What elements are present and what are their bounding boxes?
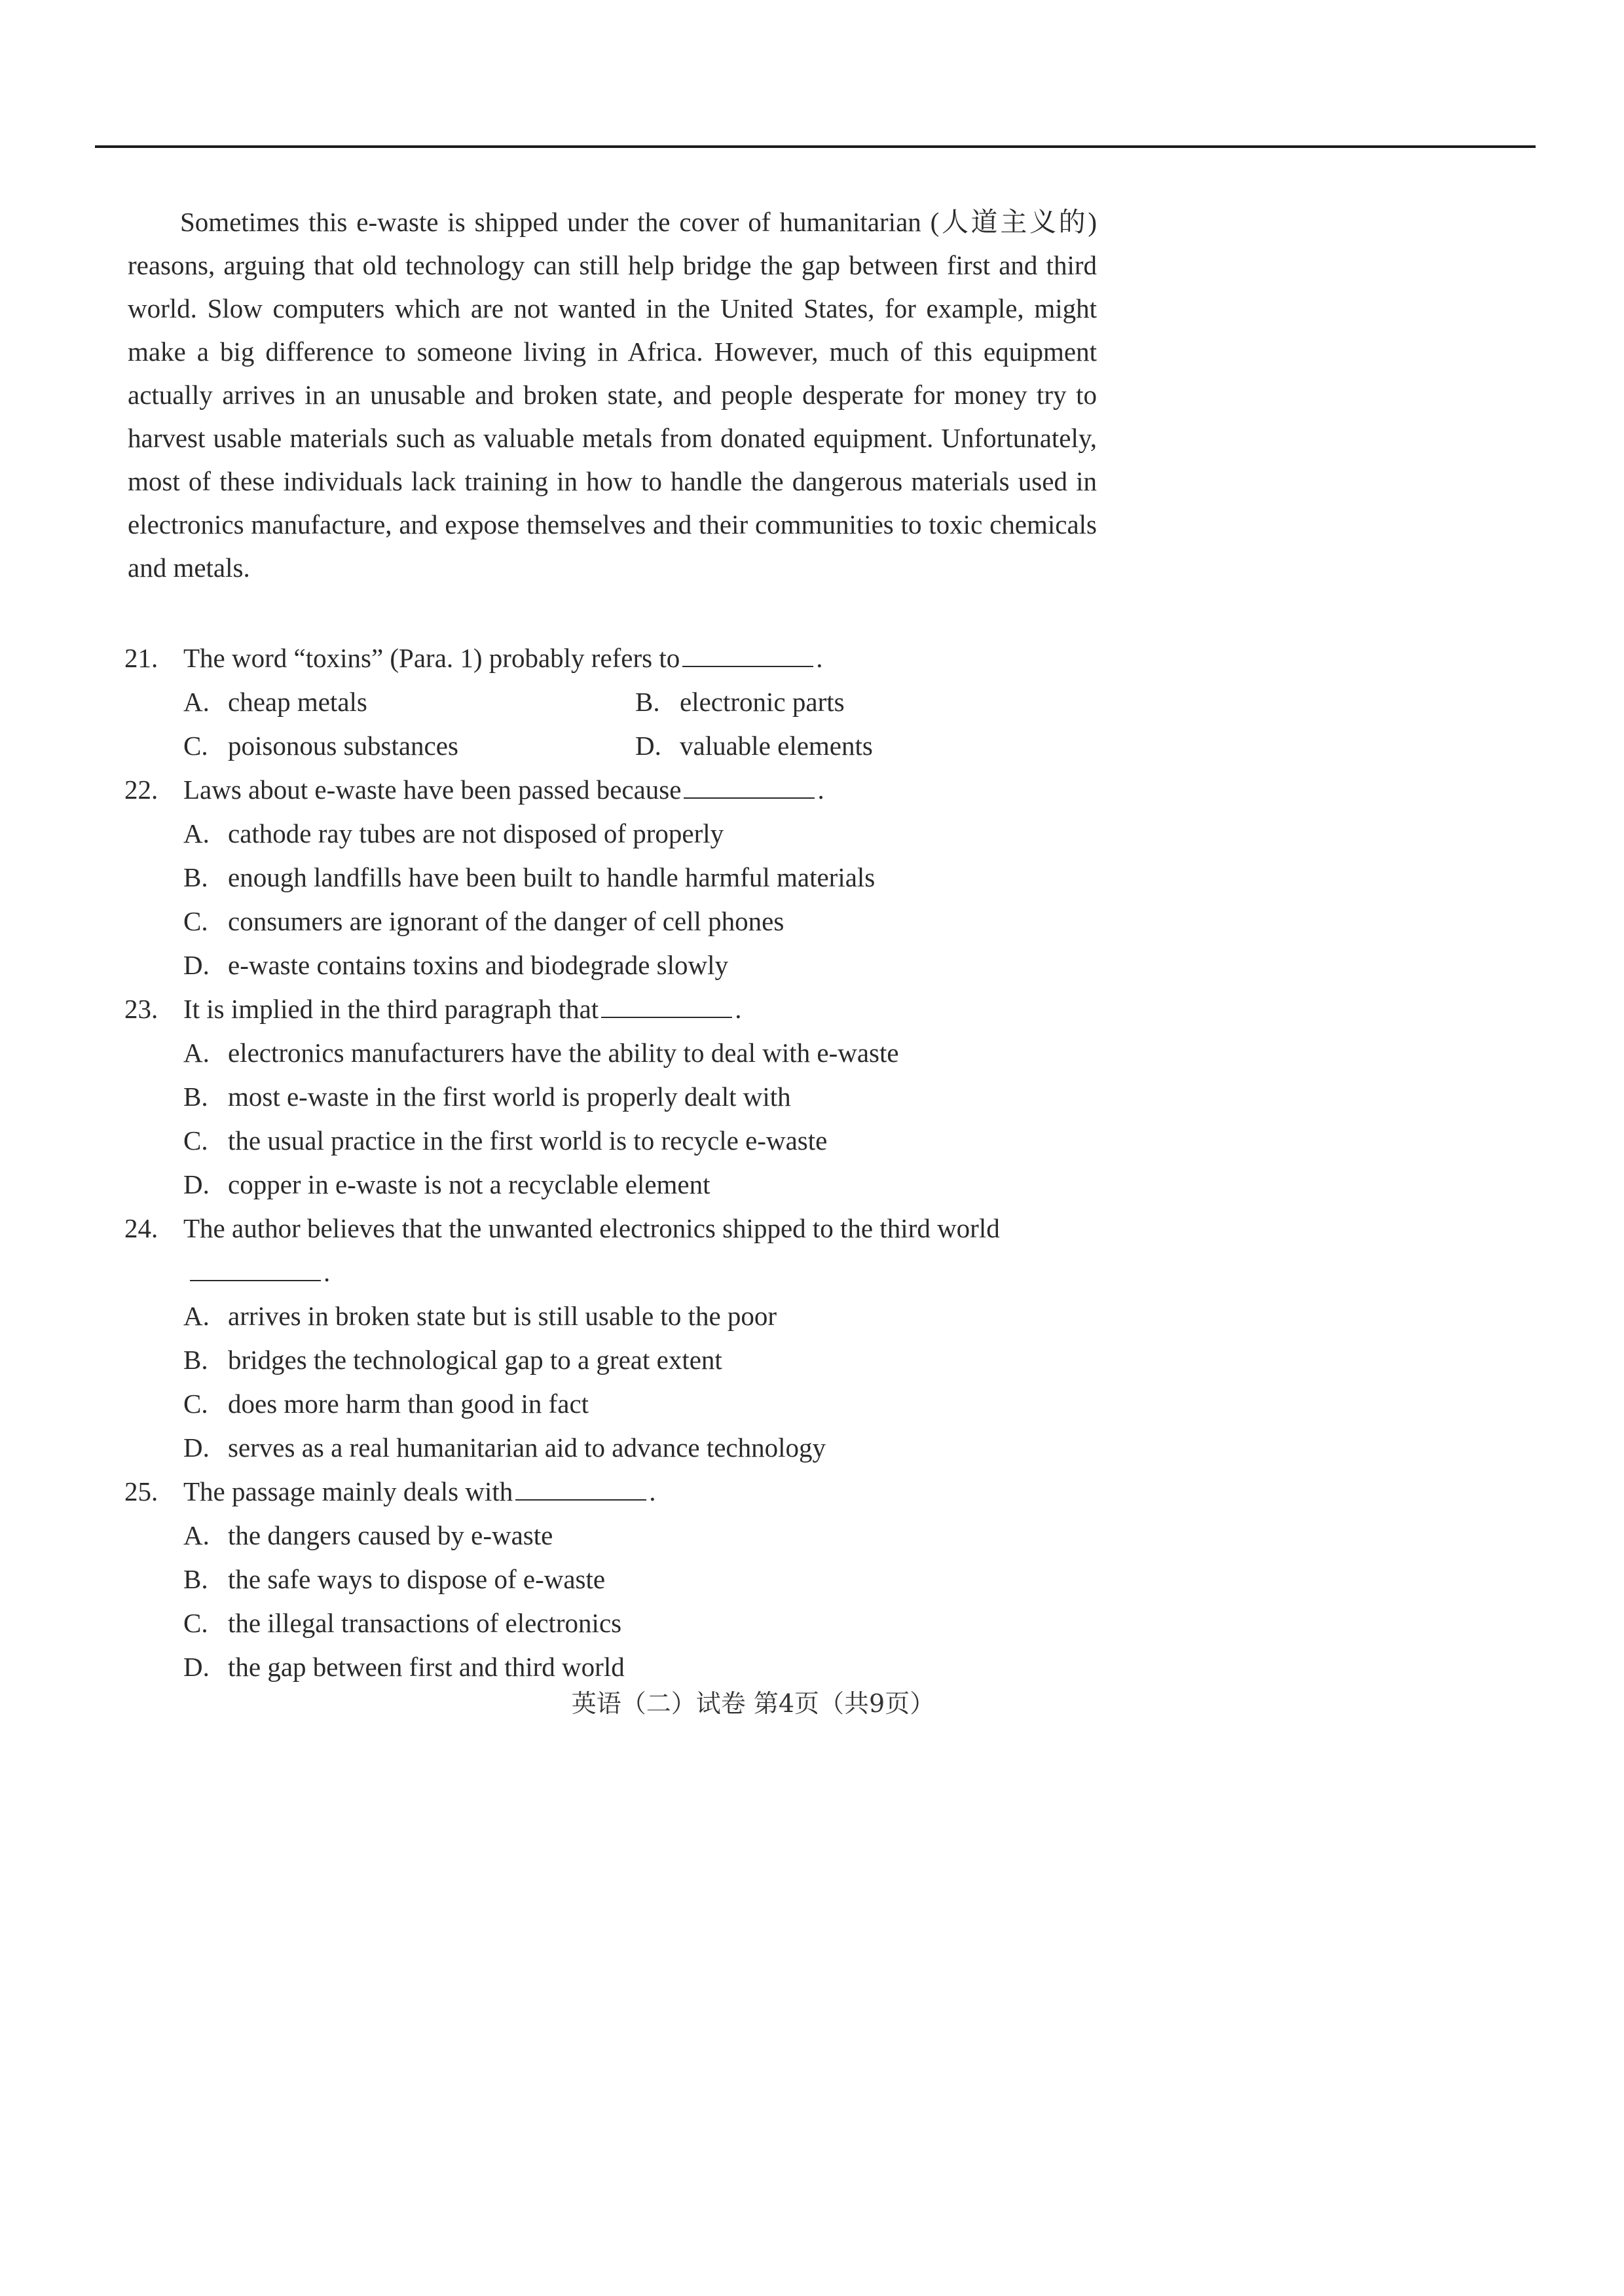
question-stem-continuation [124, 1250, 1107, 1294]
option-d [635, 724, 1087, 768]
question-stem-end: . [735, 994, 742, 1024]
question-number: 24. [124, 1213, 158, 1243]
option-letter: A. [183, 1301, 210, 1331]
question-stem-line [124, 636, 1107, 680]
question-22 [124, 768, 1107, 987]
option-letter: C. [183, 731, 208, 761]
option-a [183, 812, 1107, 856]
option-text: the safe ways to dispose of e-waste [228, 1564, 606, 1594]
option-text: copper in e-waste is not a recyclable element [228, 1169, 710, 1199]
option-letter: B. [635, 687, 660, 717]
question-stem [183, 768, 1107, 812]
question-stem-line [124, 1207, 1107, 1250]
question-number: 22. [124, 774, 158, 805]
question-stem-line [124, 987, 1107, 1031]
question-stem-end: . [323, 1257, 331, 1287]
question-number: 25. [124, 1476, 158, 1506]
option-text: enough landfills have been built to handle harmful materials [228, 862, 876, 892]
option-letter: A. [183, 1520, 210, 1550]
header-rule [95, 145, 1536, 148]
question-number: 21. [124, 643, 158, 673]
option-text: e-waste contains toxins and biodegrade slowly [228, 950, 729, 980]
answer-blank [601, 991, 732, 1018]
option-grid [124, 680, 1107, 768]
option-letter: A. [183, 818, 210, 848]
option-letter: C. [183, 1608, 208, 1638]
question-number: 23. [124, 994, 158, 1024]
answer-blank [515, 1473, 646, 1501]
option-d [183, 1426, 1107, 1470]
question-stem-text: The author believes that the unwanted electronics shipped to the third world [183, 1213, 1000, 1243]
question-list [124, 636, 1107, 1689]
question-stem-end: . [816, 643, 823, 673]
question-stem-end: . [817, 774, 824, 805]
option-letter: D. [183, 1652, 210, 1682]
option-a [183, 1294, 1107, 1338]
option-text: bridges the technological gap to a great extent [228, 1345, 722, 1375]
page-footer: 英语（二）试卷 第4页（共9页） [571, 1689, 935, 1718]
option-letter: C. [183, 906, 208, 936]
question-24 [124, 1207, 1107, 1470]
option-d [183, 943, 1107, 987]
question-21 [124, 636, 1107, 768]
option-text: consumers are ignorant of the danger of cell phones [228, 906, 784, 936]
question-stem-text: The word “toxins” (Para. 1) probably refers to [183, 643, 680, 673]
option-a [183, 680, 635, 724]
option-c [183, 1382, 1107, 1426]
option-letter: A. [183, 687, 210, 717]
option-c [183, 1601, 1107, 1645]
option-letter: D. [183, 1432, 210, 1463]
option-text: cathode ray tubes are not disposed of properly [228, 818, 724, 848]
question-stem-end: . [649, 1476, 656, 1506]
option-d [183, 1163, 1107, 1207]
option-list [124, 812, 1107, 987]
option-c [183, 1119, 1107, 1163]
option-c [183, 724, 635, 768]
option-text: electronic parts [680, 687, 845, 717]
option-letter: A. [183, 1038, 210, 1068]
option-letter: B. [183, 1082, 208, 1112]
option-text: poisonous substances [228, 731, 458, 761]
option-text: does more harm than good in fact [228, 1389, 589, 1419]
option-letter: B. [183, 862, 208, 892]
question-stem-line [124, 768, 1107, 812]
option-b [183, 1075, 1107, 1119]
option-list [124, 1031, 1107, 1207]
option-text: electronics manufacturers have the ability to deal with e-waste [228, 1038, 899, 1068]
reading-passage: Sometimes this e-waste is shipped under the cover of humanitarian (人道主义的) reasons, arguing that old technology can still help bridge the gap between first and third world. Slow computers which are not wanted in the United States, for example, might make a big difference to someone living in Africa. However, much of this equipment actually arrives in an unusable and broken state, and people desperate for money try to harvest usable materials such as valuable metals from donated equipment. Unfortunately, most of these individuals lack training in how to handle the dangerous materials used in electronics manufacture, and expose themselves and their communities to toxic chemicals and metals. [128, 207, 1097, 583]
option-b [183, 856, 1107, 900]
option-a [183, 1514, 1107, 1558]
option-text: the dangers caused by e-waste [228, 1520, 553, 1550]
answer-blank [682, 640, 813, 667]
option-c [183, 900, 1107, 943]
option-b [635, 680, 1087, 724]
option-letter: C. [183, 1125, 208, 1156]
option-text: cheap metals [228, 687, 367, 717]
option-list [124, 1514, 1107, 1689]
option-b [183, 1558, 1107, 1601]
option-letter: B. [183, 1345, 208, 1375]
option-text: the gap between first and third world [228, 1652, 625, 1682]
option-text: arrives in broken state but is still usable to the poor [228, 1301, 777, 1331]
question-stem-line [124, 1470, 1107, 1514]
option-b [183, 1338, 1107, 1382]
question-stem-text: The passage mainly deals with [183, 1476, 513, 1506]
question-stem-text: It is implied in the third paragraph that [183, 994, 599, 1024]
option-letter: D. [635, 731, 661, 761]
option-text: serves as a real humanitarian aid to advance technology [228, 1432, 826, 1463]
question-stem-text: Laws about e-waste have been passed because [183, 774, 682, 805]
option-a [183, 1031, 1107, 1075]
question-stem [183, 636, 1107, 680]
answer-blank [190, 1254, 321, 1281]
option-text: most e-waste in the first world is properly dealt with [228, 1082, 791, 1112]
option-letter: D. [183, 1169, 210, 1199]
question-25 [124, 1470, 1107, 1689]
question-stem [183, 987, 1107, 1031]
option-letter: C. [183, 1389, 208, 1419]
option-text: valuable elements [680, 731, 873, 761]
option-list [124, 1294, 1107, 1470]
option-letter: B. [183, 1564, 208, 1594]
question-23 [124, 987, 1107, 1207]
option-text: the illegal transactions of electronics [228, 1608, 622, 1638]
question-stem [183, 1470, 1107, 1514]
option-text: the usual practice in the first world is to recycle e-waste [228, 1125, 828, 1156]
option-letter: D. [183, 950, 210, 980]
answer-blank [684, 771, 815, 799]
option-d [183, 1645, 1107, 1689]
